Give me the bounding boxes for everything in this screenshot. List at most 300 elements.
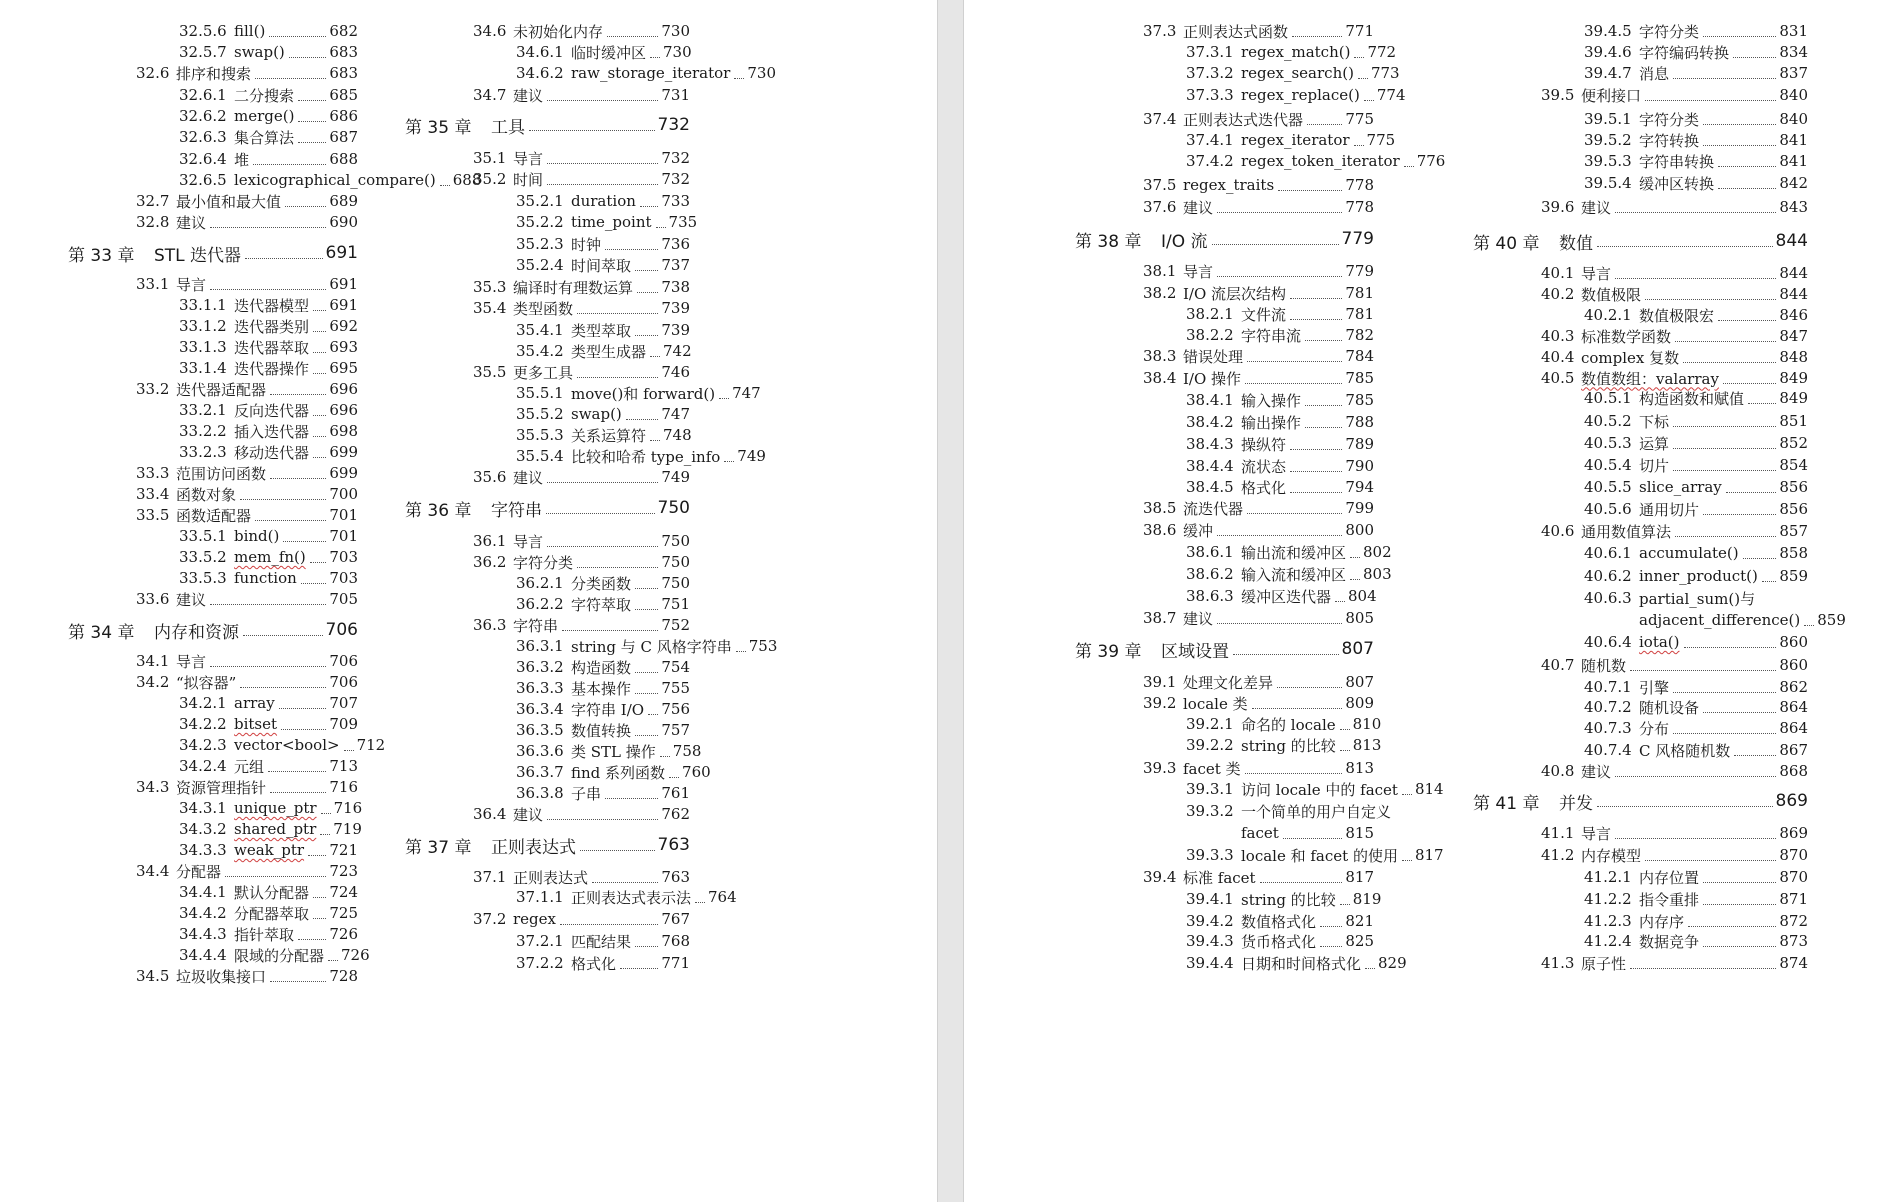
toc-entry-title: 命名的 locale: [1241, 715, 1336, 734]
toc-entry-page: 767: [661, 910, 690, 928]
toc-entry-page: 773: [1370, 64, 1400, 82]
toc-entry-number: 33.4: [136, 485, 170, 503]
toc-entry-title: 正则表达式: [491, 837, 576, 858]
toc-entry-number: 32.5.6: [179, 22, 227, 40]
toc-entry-number: 36.3.6: [516, 742, 564, 760]
toc-entry-page: 867: [1779, 741, 1808, 759]
toc-entry-number: 39.5.4: [1584, 174, 1632, 192]
toc-entry-page: 764: [708, 888, 737, 906]
toc-entry-title: 最小值和最大值: [176, 192, 282, 211]
dot-leader: [1804, 625, 1814, 626]
toc-entry-page: 849: [1779, 369, 1808, 387]
toc-entry-title: 内存和资源: [154, 622, 239, 643]
toc-entry-title: 编译时有理数运算: [513, 278, 634, 297]
toc-entry-number: 第 34 章: [68, 622, 135, 643]
toc-entry-number: 41.2.4: [1584, 932, 1632, 950]
toc-entry-title: adjacent_difference(): [1639, 611, 1801, 629]
toc-entry-title: 数值: [1559, 233, 1593, 254]
toc-entry-number: 35.2: [473, 170, 507, 188]
toc-entry-number: 39.4.3: [1186, 932, 1234, 950]
toc-entry-page: 785: [1345, 391, 1374, 409]
toc-entry-title: 默认分配器: [234, 883, 310, 902]
toc-entry-page: 712: [356, 736, 386, 754]
toc-entry-number: 35.2.3: [516, 235, 564, 253]
toc-entry-page: 683: [329, 43, 358, 61]
dot-leader: [1217, 276, 1342, 277]
toc-entry-number: 38.4.1: [1186, 391, 1234, 409]
toc-entry[interactable]: [1473, 758, 1808, 784]
toc-chapter-entry[interactable]: [68, 240, 358, 266]
toc-entry-number: 36.3.4: [516, 700, 564, 718]
dot-leader: [605, 249, 658, 250]
toc-entry-page: 821: [1345, 912, 1374, 930]
dot-leader: [283, 541, 326, 542]
toc-entry[interactable]: [405, 950, 690, 976]
dot-leader: [736, 651, 746, 652]
toc-chapter-entry[interactable]: [1075, 636, 1374, 662]
dot-leader: [1703, 124, 1776, 125]
dot-leader: [1630, 968, 1776, 969]
toc-entry-page: 790: [1345, 457, 1374, 475]
toc-entry-title: regex_match(): [1241, 43, 1351, 61]
toc-entry-page: 701: [329, 527, 358, 545]
toc-entry-number: 第 36 章: [405, 500, 472, 521]
toc-entry[interactable]: [1473, 82, 1808, 108]
toc-entry-number: 34.6: [473, 22, 507, 40]
toc-entry-title: 分类函数: [571, 574, 632, 593]
toc-entry-page: 813: [1352, 736, 1382, 754]
dot-leader: [1673, 470, 1776, 471]
toc-entry-number: 34.4.3: [179, 925, 227, 943]
toc-entry-number: 38.6.3: [1186, 587, 1234, 605]
dot-leader: [577, 377, 658, 378]
toc-entry[interactable]: [1075, 950, 1407, 976]
dot-leader: [1703, 946, 1776, 947]
toc-entry-title: regex_token_iterator: [1241, 152, 1400, 170]
dot-leader: [546, 513, 655, 514]
toc-entry-page: 842: [1779, 174, 1808, 192]
dot-leader: [270, 981, 326, 982]
toc-entry-title: time_point: [571, 213, 652, 231]
toc-entry-page: 706: [329, 673, 358, 691]
dot-leader: [1673, 692, 1776, 693]
toc-entry-page: 749: [661, 468, 690, 486]
toc-entry[interactable]: [405, 464, 690, 490]
toc-entry-title: unique_ptr: [234, 799, 317, 817]
dot-leader: [328, 960, 338, 961]
toc-entry-title: 货币格式化: [1241, 932, 1317, 951]
toc-entry-title: 工具: [491, 117, 525, 138]
toc-entry-title: swap(): [571, 405, 622, 423]
dot-leader: [1703, 145, 1776, 146]
toc-entry-number: 36.3.8: [516, 784, 564, 802]
toc-entry-page: 772: [1367, 43, 1397, 61]
toc-entry-number: 40.6.3: [1584, 589, 1632, 607]
toc-entry[interactable]: [68, 586, 358, 612]
toc-entry-title: 输出流和缓冲区: [1241, 543, 1347, 562]
toc-entry-page: 779: [1345, 262, 1374, 280]
toc-entry-page: 693: [329, 338, 358, 356]
toc-entry[interactable]: [405, 801, 690, 827]
toc-entry-number: 34.4.2: [179, 904, 227, 922]
toc-entry-title: 正则表达式迭代器: [1183, 110, 1304, 129]
toc-entry-page: 705: [329, 590, 358, 608]
toc-entry-title: 正则表达式: [513, 868, 589, 887]
toc-entry-title: 元组: [234, 757, 265, 776]
dot-leader: [1703, 904, 1776, 905]
toc-entry-title: 建议: [1183, 198, 1214, 217]
toc-entry-number: 33.2.1: [179, 401, 227, 419]
toc-entry[interactable]: [1075, 148, 1446, 174]
toc-entry-number: 39.1: [1143, 673, 1177, 691]
toc-entry-title: 类型函数: [513, 299, 574, 318]
toc-entry-title: 建议: [1581, 762, 1612, 781]
toc-entry-number: 35.1: [473, 149, 507, 167]
dot-leader: [1615, 212, 1776, 213]
dot-leader: [650, 356, 660, 357]
toc-entry-number: 33.1.4: [179, 359, 227, 377]
toc-entry-number: 第 35 章: [405, 117, 472, 138]
toc-entry-page: 807: [1345, 673, 1374, 691]
toc-entry[interactable]: [1075, 605, 1374, 631]
toc-entry-number: 37.3: [1143, 22, 1177, 40]
dot-leader: [321, 813, 331, 814]
dot-leader: [635, 588, 658, 589]
toc-chapter-entry[interactable]: [68, 617, 358, 643]
toc-entry-title: raw_storage_iterator: [571, 64, 731, 82]
toc-entry[interactable]: [68, 963, 358, 989]
toc-entry-page: 716: [329, 778, 358, 796]
dot-leader: [626, 419, 659, 420]
toc-entry-page: 736: [661, 235, 690, 253]
toc-entry-title: string 的比较: [1241, 736, 1336, 755]
toc-entry-page: 688: [452, 171, 482, 189]
toc-entry-title: 字符分类: [1639, 22, 1700, 41]
toc-entry-page: 685: [329, 86, 358, 104]
toc-entry-title: complex 复数: [1581, 348, 1680, 367]
toc-entry-number: 38.5: [1143, 499, 1177, 517]
toc-entry-number: 38.3: [1143, 347, 1177, 365]
dot-leader: [580, 850, 655, 851]
dot-leader: [1630, 670, 1776, 671]
toc-entry-number: 35.5.4: [516, 447, 564, 465]
toc-entry-number: 37.4: [1143, 110, 1177, 128]
toc-entry-title: 数值极限: [1581, 285, 1642, 304]
toc-entry-number: 36.3.2: [516, 658, 564, 676]
toc-chapter-entry[interactable]: [1473, 228, 1808, 254]
dot-leader: [1673, 78, 1776, 79]
toc-entry-number: 34.2.1: [179, 694, 227, 712]
toc-entry-page: 857: [1779, 522, 1808, 540]
toc-entry[interactable]: [1075, 82, 1406, 108]
toc-entry-title: locale 和 facet 的使用: [1241, 846, 1398, 865]
toc-entry-page: 703: [329, 548, 358, 566]
toc-chapter-entry[interactable]: [405, 832, 690, 858]
toc-entry-number: 37.1.1: [516, 888, 564, 906]
toc-entry-page: 695: [329, 359, 358, 377]
dot-leader: [1734, 755, 1776, 756]
toc-chapter-entry[interactable]: [405, 495, 690, 521]
toc-entry-title: move()和 forward(): [571, 384, 716, 403]
toc-entry-page: 730: [663, 43, 692, 61]
toc-entry-number: 38.4.5: [1186, 478, 1234, 496]
toc-entry-page: 802: [1363, 543, 1392, 561]
toc-entry-title: shared_ptr: [234, 820, 317, 838]
toc-entry-number: 39.5.1: [1584, 110, 1632, 128]
toc-entry-number: 37.2.2: [516, 954, 564, 972]
page-gap: [937, 0, 964, 1202]
toc-chapter-entry[interactable]: [1473, 788, 1808, 814]
toc-entry-number: 40.6.2: [1584, 567, 1632, 585]
dot-leader: [1615, 278, 1776, 279]
toc-entry-number: 40.5.1: [1584, 389, 1632, 407]
dot-leader: [1645, 100, 1776, 101]
toc-entry-page: 817: [1345, 868, 1374, 886]
toc-entry-page: 750: [661, 553, 690, 571]
toc-entry-title: 指针萃取: [234, 925, 295, 944]
dot-leader: [255, 520, 326, 521]
dot-leader: [210, 666, 326, 667]
toc-entry-page: 682: [329, 22, 358, 40]
dot-leader: [1762, 581, 1776, 582]
toc-entry-page: 730: [747, 64, 776, 82]
toc-entry-number: 38.2.1: [1186, 305, 1234, 323]
dot-leader: [1688, 926, 1776, 927]
toc-entry-number: 33.2.2: [179, 422, 227, 440]
toc-entry-title: 数值格式化: [1241, 912, 1317, 931]
toc-chapter-entry[interactable]: [1075, 226, 1374, 252]
toc-entry-number: 40.5.6: [1584, 500, 1632, 518]
toc-entry-number: 38.4.3: [1186, 435, 1234, 453]
dot-leader: [313, 897, 326, 898]
toc-entry-page: 778: [1345, 176, 1374, 194]
dot-leader: [1350, 579, 1360, 580]
dot-leader: [1252, 708, 1343, 709]
toc-entry-number: 第 40 章: [1473, 233, 1540, 254]
dot-leader: [1684, 647, 1777, 648]
toc-entry-title: function: [234, 569, 297, 587]
dot-leader: [243, 635, 323, 636]
toc-entry[interactable]: [68, 209, 358, 235]
dot-leader: [660, 756, 670, 757]
dot-leader: [210, 604, 326, 605]
toc-entry-number: 39.4.2: [1186, 912, 1234, 930]
toc-entry-title: 分配器: [176, 862, 222, 881]
toc-entry-number: 39.3: [1143, 759, 1177, 777]
toc-entry-title: 导言: [1581, 824, 1612, 843]
toc-entry-title: 未初始化内存: [513, 22, 604, 41]
toc-entry-number: 34.2.3: [179, 736, 227, 754]
toc-entry-number: 37.3.3: [1186, 86, 1234, 104]
toc-entry-number: 38.2.2: [1186, 326, 1234, 344]
toc-entry-page: 706: [329, 652, 358, 670]
toc-entry-title: 字符分类: [513, 553, 574, 572]
toc-entry-page: 737: [661, 256, 690, 274]
toc-entry-number: 36.3.1: [516, 637, 564, 655]
toc-entry-number: 40.7.3: [1584, 719, 1632, 737]
toc-entry-title: merge(): [234, 107, 295, 125]
toc-entry-number: 36.3.3: [516, 679, 564, 697]
toc-entry-page: 751: [661, 595, 690, 613]
toc-entry-page: 864: [1779, 698, 1808, 716]
dot-leader: [635, 946, 658, 947]
toc-entry-title: 时间萃取: [571, 256, 632, 275]
dot-leader: [1703, 882, 1776, 883]
dot-leader: [1365, 968, 1375, 969]
toc-entry-number: 41.3: [1541, 954, 1575, 972]
toc-entry-page: 747: [732, 384, 761, 402]
toc-entry-title: partial_sum()与: [1639, 589, 1756, 608]
toc-entry-page: 804: [1348, 587, 1377, 605]
dot-leader: [529, 130, 655, 131]
toc-entry-number: 33.3: [136, 464, 170, 482]
toc-entry-page: 700: [329, 485, 358, 503]
toc-entry-page: 858: [1779, 544, 1808, 562]
toc-entry-title: I/O 流: [1161, 231, 1208, 252]
dot-leader: [1726, 492, 1777, 493]
toc-page-left: [0, 0, 937, 1202]
toc-entry-number: 32.6.3: [179, 128, 227, 146]
dot-leader: [592, 882, 658, 883]
dot-leader: [637, 292, 658, 293]
dot-leader: [313, 457, 326, 458]
toc-entry-page: 696: [329, 380, 358, 398]
toc-entry-page: 869: [1779, 824, 1808, 842]
dot-leader: [1597, 806, 1773, 807]
dot-leader: [1615, 838, 1776, 839]
toc-entry-page: 747: [661, 405, 690, 423]
toc-entry-title: bitset: [234, 715, 278, 733]
dot-leader: [1283, 838, 1343, 839]
dot-leader: [1320, 926, 1342, 927]
dot-leader: [1364, 100, 1374, 101]
toc-entry-number: 40.5.3: [1584, 434, 1632, 452]
toc-entry-number: 39.5: [1541, 86, 1575, 104]
toc-entry-title: 正则表达式函数: [1183, 22, 1289, 41]
toc-entry-page: 834: [1779, 43, 1808, 61]
toc-entry-page: 750: [661, 532, 690, 550]
toc-entry-number: 33.1.2: [179, 317, 227, 335]
toc-entry-page: 732: [657, 115, 690, 135]
dot-leader: [270, 394, 326, 395]
toc-entry-title: 内存位置: [1639, 868, 1700, 887]
dot-leader: [253, 164, 326, 165]
toc-entry-title: 基本操作: [571, 679, 632, 698]
toc-entry-page: 810: [1352, 715, 1382, 733]
toc-entry-number: 38.2: [1143, 284, 1177, 302]
toc-chapter-entry[interactable]: [405, 112, 690, 138]
dot-leader: [255, 78, 326, 79]
dot-leader: [279, 708, 327, 709]
dot-leader: [281, 729, 326, 730]
toc-entry-title: facet: [1241, 824, 1279, 842]
toc-entry-number: 34.3.1: [179, 799, 227, 817]
toc-entry[interactable]: [1473, 950, 1808, 976]
toc-entry-page: 719: [333, 820, 362, 838]
toc-entry-number: 36.3.5: [516, 721, 564, 739]
toc-page-right: [964, 0, 1884, 1202]
toc-entry-number: 39.3.3: [1186, 846, 1234, 864]
toc-entry-number: 38.6.2: [1186, 565, 1234, 583]
dot-leader: [301, 583, 327, 584]
toc-entry-page: 779: [1341, 229, 1374, 249]
toc-entry-title: 建议: [1581, 198, 1612, 217]
dot-leader: [270, 792, 326, 793]
dot-leader: [1340, 904, 1350, 905]
toc-entry-number: 32.6.2: [179, 107, 227, 125]
toc-entry-page: 840: [1779, 86, 1808, 104]
toc-entry-page: 690: [329, 213, 358, 231]
dot-leader: [1212, 244, 1339, 245]
toc-entry[interactable]: [1075, 194, 1374, 220]
toc-entry-title: 字符串: [491, 500, 542, 521]
toc-entry-page: 860: [1779, 633, 1808, 651]
toc-entry-number: 32.7: [136, 192, 170, 210]
toc-entry-number: 34.5: [136, 967, 170, 985]
toc-entry-title: 函数对象: [176, 485, 237, 504]
toc-entry-title: 缓冲区迭代器: [1241, 587, 1332, 606]
toc-entry-title: regex_iterator: [1241, 131, 1350, 149]
dot-leader: [1748, 403, 1776, 404]
toc-entry-title: I/O 操作: [1183, 369, 1242, 388]
toc-entry-title: bind(): [234, 527, 280, 545]
toc-entry-page: 723: [329, 862, 358, 880]
toc-entry-number: 34.2.4: [179, 757, 227, 775]
toc-entry[interactable]: [405, 82, 690, 108]
dot-leader: [313, 331, 326, 332]
dot-leader: [547, 184, 658, 185]
dot-leader: [1675, 536, 1776, 537]
toc-entry-page: 856: [1779, 500, 1808, 518]
dot-leader: [562, 630, 658, 631]
toc-entry-number: 34.4.1: [179, 883, 227, 901]
toc-entry-page: 726: [329, 925, 358, 943]
toc-entry-page: 799: [1345, 499, 1374, 517]
dot-leader: [1247, 361, 1342, 362]
dot-leader: [1217, 212, 1342, 213]
toc-entry-page: 852: [1779, 434, 1808, 452]
toc-entry-page: 698: [329, 422, 358, 440]
toc-entry-title: 排序和搜索: [176, 64, 252, 83]
toc-entry-title: lexicographical_compare(): [234, 171, 436, 189]
toc-entry-title: 构造函数: [571, 658, 632, 677]
toc-entry-page: 760: [682, 763, 711, 781]
dot-leader: [734, 78, 744, 79]
toc-entry-title: 移动迭代器: [234, 443, 310, 462]
toc-entry-page: 732: [661, 170, 690, 188]
toc-entry-number: 37.6: [1143, 198, 1177, 216]
toc-entry-title: iota(): [1639, 633, 1680, 651]
toc-entry-page: 762: [661, 805, 690, 823]
toc-entry-title: regex_traits: [1183, 176, 1275, 194]
toc-entry-title: 迭代器适配器: [176, 380, 267, 399]
toc-entry-page: 731: [661, 86, 690, 104]
toc-entry-title: 垃圾收集接口: [176, 967, 267, 986]
toc-entry-page: 750: [657, 498, 690, 518]
toc-entry-title: duration: [571, 192, 636, 210]
toc-entry-page: 829: [1378, 954, 1407, 972]
toc-entry-number: 34.4.4: [179, 946, 227, 964]
toc-entry-title: “拟容器”: [176, 673, 237, 692]
toc-entry-number: 33.1: [136, 275, 170, 293]
toc-entry-number: 35.5.1: [516, 384, 564, 402]
toc-entry-page: 809: [1345, 694, 1374, 712]
toc-entry[interactable]: [1473, 194, 1808, 220]
toc-entry-title: swap(): [234, 43, 285, 61]
toc-entry-number: 34.2: [136, 673, 170, 691]
toc-entry[interactable]: [1473, 170, 1808, 196]
toc-entry-page: 689: [329, 192, 358, 210]
